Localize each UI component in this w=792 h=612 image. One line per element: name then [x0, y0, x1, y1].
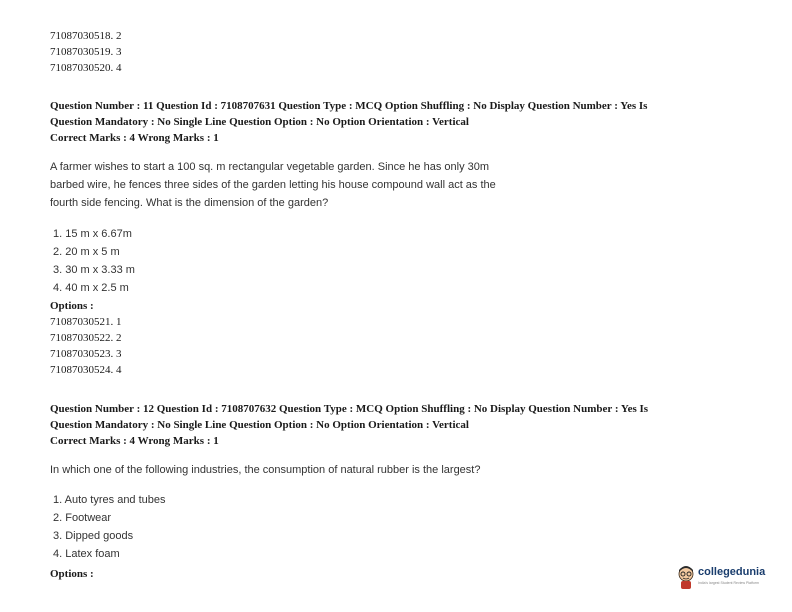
q11-choice: 1. 15 m x 6.67m [53, 228, 132, 240]
q12-choice: 2. Footwear [53, 512, 112, 524]
q12-options [50, 566, 94, 582]
q12-header-line: Question Number : 12 Question Id : 7108707632 Question Type : MCQ Option Shuffling : No Display Question Number : Yes Is [50, 403, 649, 415]
q11-header-line: Question Number : 11 Question Id : 7108707631 Question Type : MCQ Option Shuffling : No Display Question Number : Yes Is [50, 100, 648, 112]
prev-options-list [50, 28, 122, 76]
q11-choice: 4. 40 m x 2.5 m [53, 282, 129, 294]
q11-choice: 3. 30 m x 3.33 m [53, 264, 135, 276]
q12-choice: 3. Dipped goods [53, 530, 134, 542]
option-id: 71087030520. 4 [50, 62, 122, 74]
mascot-icon [676, 564, 696, 590]
q12-choice: 1. Auto tyres and tubes [53, 494, 166, 506]
collegedunia-logo [676, 562, 788, 596]
q11-header [50, 98, 647, 146]
logo-tagline: India's largest Student Review Platform [698, 581, 759, 585]
q12-header-line: Question Mandatory : No Single Line Question Option : No Option Orientation : Vertical [50, 419, 469, 431]
q11-header-line: Question Mandatory : No Single Line Question Option : No Option Orientation : Vertical [50, 116, 469, 128]
q12-text-line: In which one of the following industries, the consumption of natural rubber is the largest? [50, 464, 481, 476]
q12-choices [53, 491, 166, 563]
option-id: 71087030523. 3 [50, 348, 122, 360]
q12-choice: 4. Latex foam [53, 548, 120, 560]
q12-question-text [50, 461, 480, 479]
q12-options-label: Options : [50, 568, 94, 580]
option-id: 71087030519. 3 [50, 46, 122, 58]
q11-options [50, 298, 122, 378]
q11-text-line: A farmer wishes to start a 100 sq. m rectangular vegetable garden. Since he has only 30m [50, 161, 490, 173]
q12-header [50, 401, 648, 449]
q11-text-line: barbed wire, he fences three sides of the garden letting his house compound wall act as the [50, 179, 496, 191]
option-id: 71087030518. 2 [50, 30, 122, 42]
q11-question-text [50, 158, 496, 212]
q11-choices [53, 225, 135, 297]
q12-header-line: Correct Marks : 4 Wrong Marks : 1 [50, 435, 219, 447]
option-id: 71087030521. 1 [50, 316, 122, 328]
option-id: 71087030524. 4 [50, 364, 122, 376]
q11-choice: 2. 20 m x 5 m [53, 246, 120, 258]
q11-header-line: Correct Marks : 4 Wrong Marks : 1 [50, 132, 219, 144]
q11-options-label: Options : [50, 300, 94, 312]
option-id: 71087030522. 2 [50, 332, 122, 344]
q11-text-line: fourth side fencing. What is the dimension of the garden? [50, 197, 329, 209]
logo-name: collegedunia [698, 566, 766, 578]
